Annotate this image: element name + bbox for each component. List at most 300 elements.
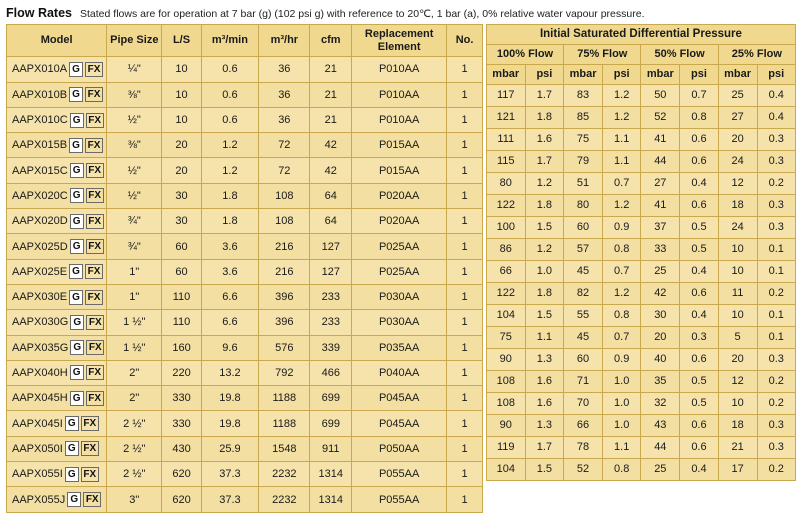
cell-pressure-6: 20 xyxy=(718,128,757,150)
model-code: AAPX020C xyxy=(12,189,68,202)
title-row xyxy=(0,0,800,24)
cell-replacement-element: P020AA xyxy=(352,183,447,208)
cell-m3hr: 36 xyxy=(259,107,310,132)
badge-g: G xyxy=(69,264,83,279)
cell-replacement-element: P040AA xyxy=(352,360,447,385)
badge-g: G xyxy=(70,188,84,203)
cell-replacement-element: P035AA xyxy=(352,335,447,360)
cell-pressure-1: 1.8 xyxy=(525,194,563,216)
cell-pressure-0: 104 xyxy=(486,304,525,326)
cell-ls: 60 xyxy=(162,234,201,259)
cell-m3min: 0.6 xyxy=(201,82,258,107)
cell-ls: 620 xyxy=(162,487,201,512)
cell-model xyxy=(7,133,107,158)
cell-pressure-3: 1.2 xyxy=(602,84,640,106)
cell-m3hr: 36 xyxy=(259,82,310,107)
cell-no: 1 xyxy=(447,259,483,284)
cell-pressure-5: 0.4 xyxy=(680,260,718,282)
cell-m3hr: 792 xyxy=(259,360,310,385)
cell-pressure-7: 0.2 xyxy=(757,282,796,304)
cell-pressure-4: 27 xyxy=(641,172,680,194)
badge-fx: FX xyxy=(86,113,104,128)
cell-pressure-0: 80 xyxy=(486,172,525,194)
table-row xyxy=(7,234,483,259)
badge-g: G xyxy=(70,214,84,229)
table-row xyxy=(7,411,483,436)
cell-no: 1 xyxy=(447,284,483,309)
pressure-row xyxy=(486,370,795,392)
cell-pressure-6: 10 xyxy=(718,304,757,326)
cell-pressure-0: 115 xyxy=(486,150,525,172)
cell-ls: 330 xyxy=(162,386,201,411)
cell-pressure-3: 0.9 xyxy=(602,216,640,238)
pressure-row xyxy=(486,128,795,150)
pressure-row xyxy=(486,392,795,414)
badge-fx: FX xyxy=(86,163,104,178)
cell-pressure-3: 1.0 xyxy=(602,370,640,392)
col-header-pipe-size: Pipe Size xyxy=(107,25,162,57)
model-code: AAPX035G xyxy=(12,341,69,354)
pressure-row xyxy=(486,172,795,194)
cell-pressure-1: 1.2 xyxy=(525,172,563,194)
cell-ls: 30 xyxy=(162,209,201,234)
table-row xyxy=(7,386,483,411)
table-row xyxy=(7,107,483,132)
cell-cfm: 1314 xyxy=(310,487,352,512)
cell-pressure-0: 75 xyxy=(486,326,525,348)
cell-ls: 10 xyxy=(162,57,201,82)
unit-header-mbar-100: mbar xyxy=(486,64,525,84)
cell-ls: 160 xyxy=(162,335,201,360)
cell-pressure-4: 25 xyxy=(641,260,680,282)
cell-ls: 20 xyxy=(162,133,201,158)
cell-ls: 620 xyxy=(162,462,201,487)
cell-pressure-2: 55 xyxy=(564,304,603,326)
cell-cfm: 127 xyxy=(310,259,352,284)
cell-pressure-3: 1.0 xyxy=(602,414,640,436)
badge-g: G xyxy=(69,138,83,153)
cell-pressure-0: 86 xyxy=(486,238,525,260)
model-code: AAPX045H xyxy=(12,392,68,405)
cell-pressure-4: 44 xyxy=(641,150,680,172)
cell-pressure-5: 0.6 xyxy=(680,150,718,172)
cell-replacement-element: P045AA xyxy=(352,411,447,436)
model-code: AAPX030E xyxy=(12,291,68,304)
col-header-no: No. xyxy=(447,25,483,57)
cell-pressure-7: 0.3 xyxy=(757,128,796,150)
cell-pipe-size: 3" xyxy=(107,487,162,512)
cell-pressure-4: 33 xyxy=(641,238,680,260)
cell-pressure-4: 50 xyxy=(641,84,680,106)
cell-cfm: 64 xyxy=(310,183,352,208)
cell-cfm: 466 xyxy=(310,360,352,385)
pressure-row xyxy=(486,106,795,128)
flow-group-75: 75% Flow xyxy=(564,45,641,65)
cell-model xyxy=(7,57,107,82)
cell-pressure-7: 0.1 xyxy=(757,326,796,348)
cell-m3min: 6.6 xyxy=(201,310,258,335)
cell-cfm: 21 xyxy=(310,57,352,82)
cell-model xyxy=(7,335,107,360)
cell-pipe-size: 1 ½" xyxy=(107,310,162,335)
cell-pressure-1: 1.5 xyxy=(525,304,563,326)
badge-g: G xyxy=(65,467,79,482)
cell-pressure-7: 0.2 xyxy=(757,458,796,480)
cell-m3min: 19.8 xyxy=(201,411,258,436)
cell-pressure-6: 18 xyxy=(718,414,757,436)
cell-pressure-6: 12 xyxy=(718,172,757,194)
cell-pressure-4: 32 xyxy=(641,392,680,414)
cell-ls: 20 xyxy=(162,158,201,183)
cell-pressure-4: 41 xyxy=(641,128,680,150)
cell-ls: 110 xyxy=(162,310,201,335)
pressure-group-title-row xyxy=(486,25,795,45)
cell-cfm: 21 xyxy=(310,107,352,132)
cell-pressure-7: 0.1 xyxy=(757,304,796,326)
cell-pipe-size: ¼" xyxy=(107,57,162,82)
cell-pressure-3: 1.2 xyxy=(602,282,640,304)
cell-ls: 220 xyxy=(162,360,201,385)
cell-ls: 10 xyxy=(162,107,201,132)
badge-g: G xyxy=(69,62,83,77)
col-header-m3hr: m³/hr xyxy=(259,25,310,57)
cell-pressure-4: 30 xyxy=(641,304,680,326)
cell-ls: 60 xyxy=(162,259,201,284)
badge-fx: FX xyxy=(83,492,101,507)
cell-model xyxy=(7,234,107,259)
cell-m3hr: 72 xyxy=(259,133,310,158)
cell-pressure-2: 60 xyxy=(564,216,603,238)
cell-pressure-0: 108 xyxy=(486,370,525,392)
cell-no: 1 xyxy=(447,360,483,385)
cell-pressure-0: 111 xyxy=(486,128,525,150)
cell-model xyxy=(7,259,107,284)
cell-pressure-2: 79 xyxy=(564,150,603,172)
cell-pressure-2: 57 xyxy=(564,238,603,260)
cell-replacement-element: P045AA xyxy=(352,386,447,411)
badge-fx: FX xyxy=(81,467,99,482)
cell-cfm: 699 xyxy=(310,386,352,411)
flow-rates-table xyxy=(6,24,483,513)
cell-pressure-6: 5 xyxy=(718,326,757,348)
cell-pressure-7: 0.3 xyxy=(757,150,796,172)
cell-pressure-3: 0.8 xyxy=(602,458,640,480)
model-code: AAPX010C xyxy=(12,114,68,127)
flow-rates-table-head xyxy=(7,25,483,57)
model-code: AAPX040H xyxy=(12,366,68,379)
cell-replacement-element: P015AA xyxy=(352,133,447,158)
cell-pressure-2: 83 xyxy=(564,84,603,106)
unit-header-mbar-50: mbar xyxy=(641,64,680,84)
cell-pressure-7: 0.3 xyxy=(757,436,796,458)
badge-fx: FX xyxy=(86,340,104,355)
cell-model xyxy=(7,411,107,436)
badge-fx: FX xyxy=(85,138,103,153)
cell-replacement-element: P030AA xyxy=(352,284,447,309)
cell-m3min: 1.8 xyxy=(201,209,258,234)
tables-container xyxy=(0,24,800,506)
cell-pressure-1: 1.2 xyxy=(525,238,563,260)
cell-pressure-0: 121 xyxy=(486,106,525,128)
cell-m3hr: 108 xyxy=(259,183,310,208)
badge-g: G xyxy=(70,113,84,128)
cell-model xyxy=(7,310,107,335)
cell-pressure-3: 1.1 xyxy=(602,128,640,150)
cell-pressure-2: 80 xyxy=(564,194,603,216)
cell-no: 1 xyxy=(447,436,483,461)
badge-fx: FX xyxy=(86,239,104,254)
cell-pressure-0: 108 xyxy=(486,392,525,414)
cell-pressure-6: 24 xyxy=(718,216,757,238)
cell-pressure-4: 41 xyxy=(641,194,680,216)
cell-pressure-3: 0.7 xyxy=(602,260,640,282)
cell-cfm: 127 xyxy=(310,234,352,259)
cell-no: 1 xyxy=(447,133,483,158)
cell-model xyxy=(7,487,107,512)
cell-ls: 30 xyxy=(162,183,201,208)
unit-header-psi-50: psi xyxy=(680,64,718,84)
cell-cfm: 42 xyxy=(310,158,352,183)
cell-model xyxy=(7,183,107,208)
table-row xyxy=(7,360,483,385)
pressure-row xyxy=(486,414,795,436)
cell-pressure-5: 0.5 xyxy=(680,370,718,392)
cell-pressure-0: 122 xyxy=(486,194,525,216)
cell-m3min: 3.6 xyxy=(201,234,258,259)
cell-pressure-2: 75 xyxy=(564,128,603,150)
cell-pressure-6: 12 xyxy=(718,370,757,392)
badge-fx: FX xyxy=(86,365,104,380)
cell-pressure-7: 0.2 xyxy=(757,370,796,392)
cell-replacement-element: P055AA xyxy=(352,462,447,487)
cell-pipe-size: 2" xyxy=(107,386,162,411)
page-title: Flow Rates xyxy=(6,6,72,20)
cell-pressure-5: 0.7 xyxy=(680,84,718,106)
badge-fx: FX xyxy=(86,315,104,330)
cell-pressure-6: 27 xyxy=(718,106,757,128)
pressure-units-row xyxy=(486,64,795,84)
pressure-flow-row xyxy=(486,45,795,65)
cell-model xyxy=(7,436,107,461)
cell-replacement-element: P050AA xyxy=(352,436,447,461)
cell-pipe-size: 1 ½" xyxy=(107,335,162,360)
flow-group-25: 25% Flow xyxy=(718,45,795,65)
cell-cfm: 64 xyxy=(310,209,352,234)
unit-header-psi-75: psi xyxy=(602,64,640,84)
model-code: AAPX015B xyxy=(12,139,68,152)
cell-pressure-1: 1.1 xyxy=(525,326,563,348)
cell-pressure-3: 0.8 xyxy=(602,238,640,260)
cell-m3hr: 72 xyxy=(259,158,310,183)
cell-pressure-4: 35 xyxy=(641,370,680,392)
cell-pressure-2: 60 xyxy=(564,348,603,370)
cell-pressure-1: 1.7 xyxy=(525,84,563,106)
col-header-replacement-element: Replacement Element xyxy=(352,25,447,57)
cell-model xyxy=(7,284,107,309)
cell-pressure-7: 0.3 xyxy=(757,348,796,370)
cell-m3hr: 396 xyxy=(259,310,310,335)
cell-pressure-1: 1.7 xyxy=(525,150,563,172)
table-row xyxy=(7,310,483,335)
pressure-table xyxy=(486,24,796,481)
cell-pressure-0: 66 xyxy=(486,260,525,282)
model-code: AAPX050I xyxy=(12,442,63,455)
cell-ls: 110 xyxy=(162,284,201,309)
cell-ls: 430 xyxy=(162,436,201,461)
cell-pressure-6: 10 xyxy=(718,238,757,260)
badge-fx: FX xyxy=(85,62,103,77)
cell-pipe-size: ½" xyxy=(107,158,162,183)
cell-model xyxy=(7,107,107,132)
cell-pipe-size: 1" xyxy=(107,284,162,309)
cell-cfm: 21 xyxy=(310,82,352,107)
cell-pipe-size: 2" xyxy=(107,360,162,385)
cell-pressure-6: 25 xyxy=(718,84,757,106)
cell-m3hr: 2232 xyxy=(259,487,310,512)
cell-no: 1 xyxy=(447,462,483,487)
cell-pressure-2: 85 xyxy=(564,106,603,128)
model-code: AAPX025D xyxy=(12,240,68,253)
cell-pressure-0: 100 xyxy=(486,216,525,238)
cell-replacement-element: P055AA xyxy=(352,487,447,512)
pressure-row xyxy=(486,84,795,106)
pressure-row xyxy=(486,238,795,260)
cell-pressure-5: 0.6 xyxy=(680,348,718,370)
cell-m3hr: 216 xyxy=(259,234,310,259)
cell-m3min: 9.6 xyxy=(201,335,258,360)
cell-pressure-1: 1.8 xyxy=(525,106,563,128)
cell-pipe-size: ¾" xyxy=(107,209,162,234)
badge-g: G xyxy=(70,239,84,254)
cell-no: 1 xyxy=(447,487,483,512)
cell-pressure-4: 40 xyxy=(641,348,680,370)
model-code: AAPX010B xyxy=(12,88,68,101)
cell-pressure-6: 10 xyxy=(718,392,757,414)
table-row xyxy=(7,158,483,183)
cell-model xyxy=(7,209,107,234)
cell-model xyxy=(7,158,107,183)
cell-pressure-7: 0.4 xyxy=(757,106,796,128)
cell-pressure-5: 0.5 xyxy=(680,392,718,414)
cell-no: 1 xyxy=(447,310,483,335)
cell-pressure-4: 37 xyxy=(641,216,680,238)
cell-model xyxy=(7,386,107,411)
table-row xyxy=(7,133,483,158)
flow-group-50: 50% Flow xyxy=(641,45,718,65)
unit-header-psi-25: psi xyxy=(757,64,796,84)
cell-replacement-element: P020AA xyxy=(352,209,447,234)
cell-pipe-size: ½" xyxy=(107,107,162,132)
cell-pressure-7: 0.3 xyxy=(757,414,796,436)
cell-pressure-3: 1.0 xyxy=(602,392,640,414)
cell-pressure-6: 18 xyxy=(718,194,757,216)
pressure-row xyxy=(486,304,795,326)
badge-fx: FX xyxy=(81,441,99,456)
table-row xyxy=(7,284,483,309)
badge-g: G xyxy=(70,340,84,355)
cell-m3min: 6.6 xyxy=(201,284,258,309)
cell-pressure-0: 122 xyxy=(486,282,525,304)
cell-pressure-2: 66 xyxy=(564,414,603,436)
badge-fx: FX xyxy=(85,87,103,102)
model-code: AAPX010A xyxy=(12,63,68,76)
cell-pressure-1: 1.3 xyxy=(525,348,563,370)
cell-pressure-2: 51 xyxy=(564,172,603,194)
unit-header-mbar-75: mbar xyxy=(564,64,603,84)
pressure-row xyxy=(486,282,795,304)
cell-pressure-3: 1.1 xyxy=(602,436,640,458)
badge-g: G xyxy=(70,391,84,406)
cell-pressure-6: 24 xyxy=(718,150,757,172)
cell-pipe-size: ⅜" xyxy=(107,133,162,158)
cell-m3hr: 2232 xyxy=(259,462,310,487)
cell-pressure-5: 0.6 xyxy=(680,282,718,304)
cell-pressure-1: 1.0 xyxy=(525,260,563,282)
badge-g: G xyxy=(70,163,84,178)
cell-cfm: 699 xyxy=(310,411,352,436)
col-header-cfm: cfm xyxy=(310,25,352,57)
cell-m3min: 1.2 xyxy=(201,158,258,183)
cell-m3min: 37.3 xyxy=(201,487,258,512)
table-row xyxy=(7,57,483,82)
cell-replacement-element: P015AA xyxy=(352,158,447,183)
cell-pressure-7: 0.1 xyxy=(757,238,796,260)
cell-pressure-6: 20 xyxy=(718,348,757,370)
cell-pressure-1: 1.8 xyxy=(525,282,563,304)
cell-pressure-1: 1.5 xyxy=(525,216,563,238)
cell-m3min: 13.2 xyxy=(201,360,258,385)
cell-replacement-element: P010AA xyxy=(352,57,447,82)
cell-model xyxy=(7,360,107,385)
cell-no: 1 xyxy=(447,158,483,183)
cell-pressure-4: 42 xyxy=(641,282,680,304)
badge-fx: FX xyxy=(86,188,104,203)
pressure-row xyxy=(486,216,795,238)
cell-pipe-size: ⅜" xyxy=(107,82,162,107)
cell-pressure-7: 0.1 xyxy=(757,260,796,282)
flow-group-100: 100% Flow xyxy=(486,45,563,65)
cell-pressure-5: 0.4 xyxy=(680,458,718,480)
col-header-m3min: m³/min xyxy=(201,25,258,57)
cell-pressure-7: 0.3 xyxy=(757,194,796,216)
cell-replacement-element: P010AA xyxy=(352,82,447,107)
cell-pressure-5: 0.6 xyxy=(680,194,718,216)
unit-header-psi-100: psi xyxy=(525,64,563,84)
cell-pressure-2: 45 xyxy=(564,260,603,282)
cell-pressure-0: 90 xyxy=(486,348,525,370)
cell-pressure-2: 52 xyxy=(564,458,603,480)
table-row xyxy=(7,183,483,208)
cell-cfm: 339 xyxy=(310,335,352,360)
cell-no: 1 xyxy=(447,107,483,132)
badge-g: G xyxy=(70,365,84,380)
cell-pressure-6: 11 xyxy=(718,282,757,304)
model-code: AAPX055I xyxy=(12,468,63,481)
pressure-row xyxy=(486,458,795,480)
cell-pressure-5: 0.8 xyxy=(680,106,718,128)
cell-m3hr: 36 xyxy=(259,57,310,82)
table-row xyxy=(7,82,483,107)
badge-fx: FX xyxy=(81,416,99,431)
cell-replacement-element: P010AA xyxy=(352,107,447,132)
badge-g: G xyxy=(67,492,81,507)
model-code: AAPX015C xyxy=(12,164,68,177)
cell-m3hr: 1188 xyxy=(259,411,310,436)
cell-pipe-size: ½" xyxy=(107,183,162,208)
cell-pressure-3: 1.1 xyxy=(602,150,640,172)
cell-pressure-6: 21 xyxy=(718,436,757,458)
pressure-row xyxy=(486,348,795,370)
